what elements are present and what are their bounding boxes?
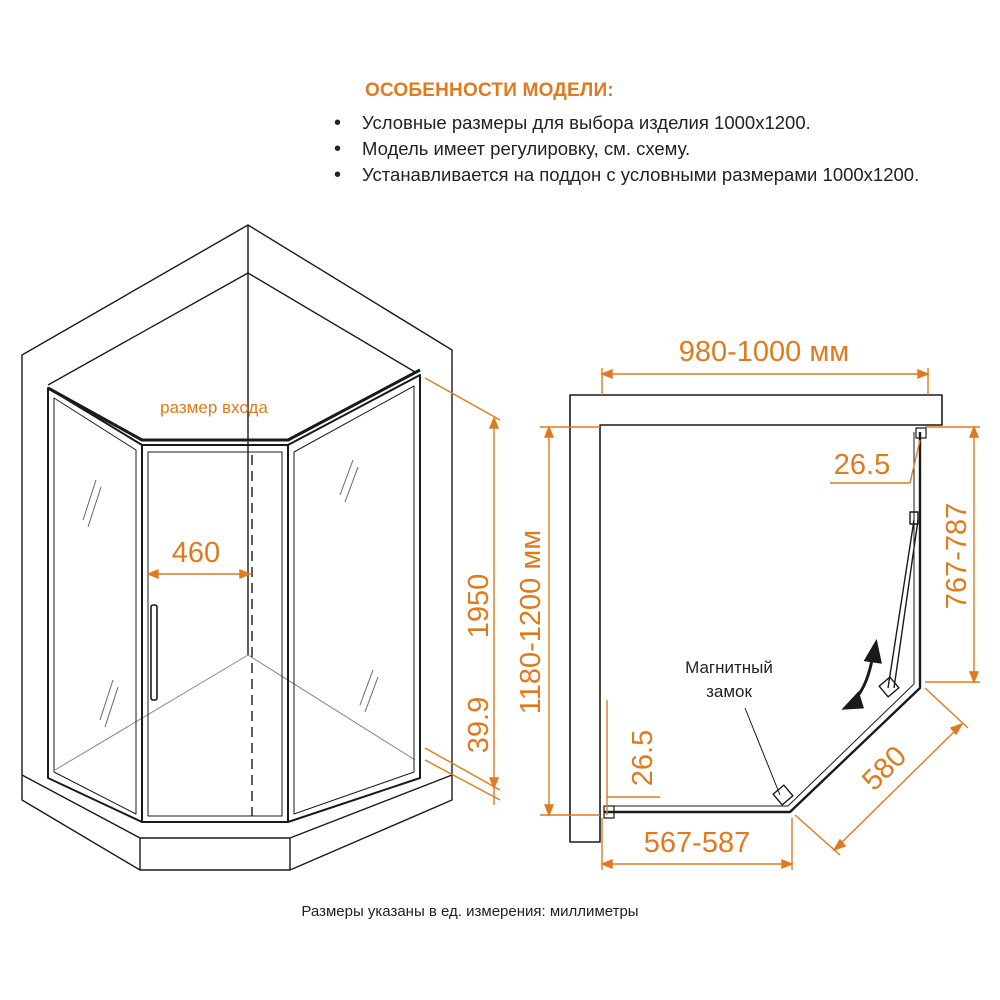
units-footnote: Размеры указаны в ед. измерения: миллиметры <box>301 903 639 920</box>
features-title: ОСОБЕННОСТИ МОДЕЛИ: <box>365 80 614 101</box>
feature-item: • Модель имеет регулировку, см. схему. <box>362 136 982 162</box>
top-offset-value: 26.5 <box>833 449 891 481</box>
lock-label-line1: Магнитный <box>685 658 773 677</box>
magnetic-lock <box>773 785 793 805</box>
door-track <box>888 520 914 688</box>
entrance-width-value: 460 <box>171 537 221 569</box>
bottom-offset-value: 26.5 <box>627 729 659 787</box>
feature-item: • Устанавливается на поддон с условными размерами 1000х1200. <box>362 162 982 188</box>
width-value: 980-1000 мм <box>678 336 850 368</box>
right-side-value: 767-787 <box>941 502 973 610</box>
lock-label-line2: замок <box>706 682 752 701</box>
bottom-front-value: 567-587 <box>643 827 751 859</box>
diagonal-value: 580 <box>856 740 914 798</box>
feature-item: • Условные размеры для выбора изделия 1000х1200. <box>362 110 982 136</box>
depth-value: 1180-1200 мм <box>515 529 547 715</box>
entrance-label: размер входа <box>160 398 268 417</box>
height-value: 1950 <box>463 573 495 639</box>
base-height-value: 39.9 <box>463 696 495 754</box>
